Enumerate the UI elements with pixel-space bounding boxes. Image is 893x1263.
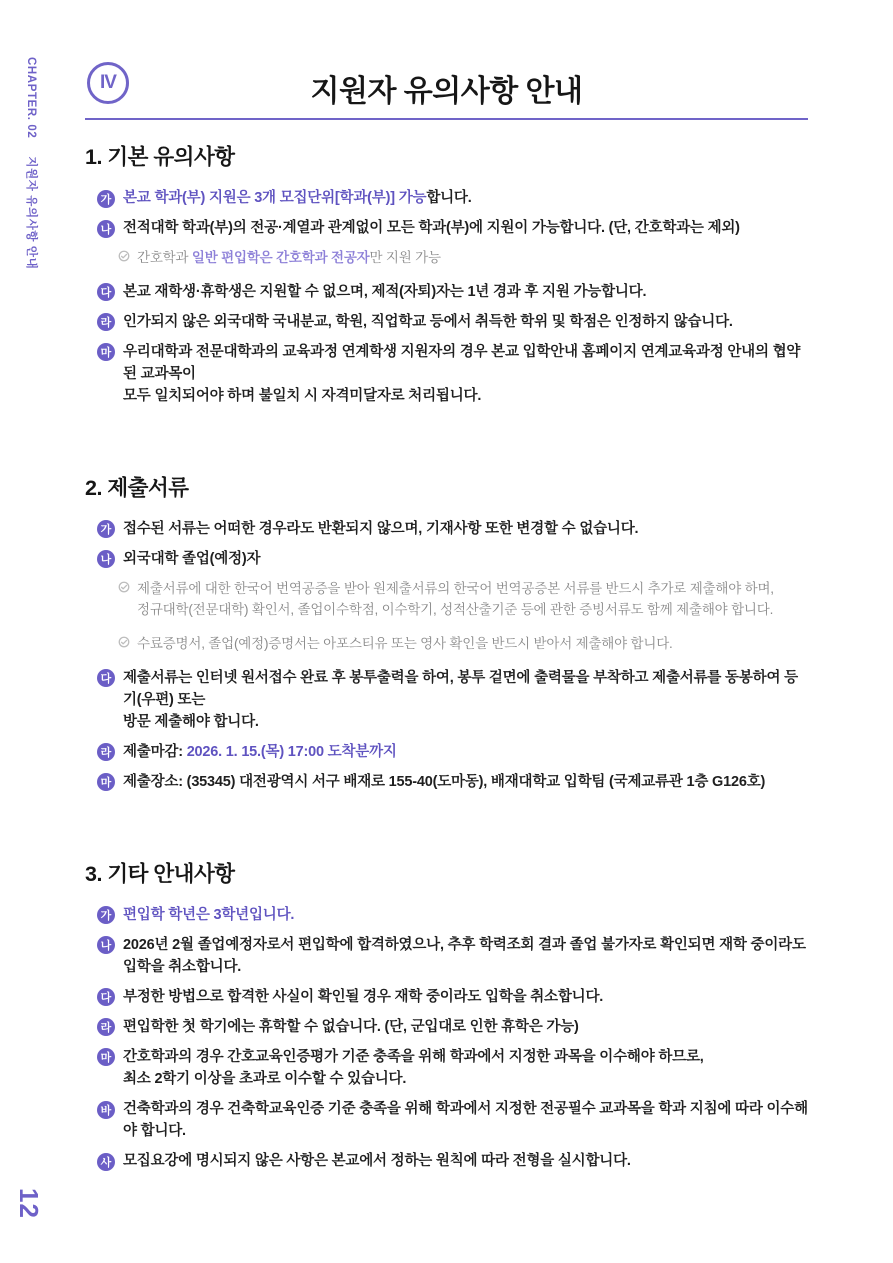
text-segment: 일반 편입학은 간호학과 전공자 xyxy=(191,250,370,266)
item-badge: 가 xyxy=(97,520,115,538)
note-item xyxy=(118,633,808,655)
text-segment: 건축학과의 경우 건축학교육인증 기준 충족을 위해 학과에서 지정한 전공필수 교과목을 학과 지침에 따라 이수해야 합니다. xyxy=(123,1101,808,1140)
text-segment: 방문 제출해야 합니다. xyxy=(123,713,259,730)
note-item xyxy=(118,247,808,269)
item-badge: 라 xyxy=(97,743,115,761)
item-text xyxy=(123,281,646,303)
item-badge: 나 xyxy=(97,220,115,238)
text-line xyxy=(123,1068,704,1090)
text-line xyxy=(123,1150,631,1172)
text-line xyxy=(123,1098,808,1142)
item-badge: 다 xyxy=(97,669,115,687)
text-segment: 전적대학 학과(부)의 전공·계열과 관계없이 모든 학과(부)에 지원이 가능합니다. (단, 간호학과는 제외) xyxy=(123,220,740,237)
notice-item xyxy=(97,311,808,333)
text-line xyxy=(123,518,638,540)
item-text xyxy=(123,311,733,333)
section-3 xyxy=(85,857,808,1172)
text-segment: 모집요강에 명시되지 않은 사항은 본교에서 정하는 원칙에 따라 전형을 실시합니다. xyxy=(123,1153,631,1170)
item-badge: 마 xyxy=(97,343,115,361)
text-segment: 제출장소: (35345) 대전광역시 서구 배재로 155-40(도마동), 배재대학교 입학팀 (국제교류관 1층 G126호) xyxy=(123,773,766,790)
item-text xyxy=(123,741,397,763)
note-text xyxy=(137,578,774,621)
text-segment: 편입학 학년은 3학년입니다. xyxy=(123,906,295,923)
text-segment: 편입학한 첫 학기에는 휴학할 수 없습니다. (단, 군입대로 인한 휴학은 가능) xyxy=(123,1018,579,1035)
text-segment: 우리대학과 전문대학과의 교육과정 연계학생 지원자의 경우 본교 입학안내 홈페이지 연계교육과정 안내의 협약된 교과목이 xyxy=(123,343,801,382)
text-line xyxy=(123,667,808,711)
text-segment: 부정한 방법으로 합격한 사실이 확인될 경우 재학 중이라도 입학을 취소합니다. xyxy=(123,988,604,1005)
page-title: 지원자 유의사항 안내 xyxy=(310,75,583,108)
text-line xyxy=(123,281,646,303)
note-text xyxy=(137,633,673,655)
text-segment: 수료증명서, 졸업(예정)증명서는 아포스티유 또는 영사 확인을 반드시 받아서 제출해야 합니다. xyxy=(137,636,673,652)
notice-item xyxy=(97,904,808,926)
item-badge: 라 xyxy=(97,1018,115,1036)
text-segment: 간호학과의 경우 간호교육인증평가 기준 충족을 위해 학과에서 지정한 과목을 이수해야 하므로, xyxy=(123,1048,704,1065)
text-segment: 접수된 서류는 어떠한 경우라도 반환되지 않으며, 기재사항 또한 변경할 수 없습니다. xyxy=(123,520,639,537)
text-line xyxy=(123,934,808,978)
section-heading: 1. 기본 유의사항 xyxy=(85,145,235,169)
item-badge: 다 xyxy=(97,283,115,301)
note-item xyxy=(118,578,808,621)
notice-item xyxy=(97,934,808,978)
text-line xyxy=(123,341,808,385)
text-line xyxy=(137,633,673,655)
item-text xyxy=(123,771,765,793)
notice-item xyxy=(97,1046,808,1090)
section-items xyxy=(97,518,808,793)
item-text xyxy=(123,1098,808,1142)
item-text xyxy=(123,934,808,978)
text-segment: 제출서류에 대한 한국어 번역공증을 받아 원제출서류의 한국어 번역공증본 서류를 반드시 추가로 제출해야 하며, xyxy=(137,580,774,596)
item-text xyxy=(123,217,740,239)
text-line xyxy=(123,311,733,333)
text-segment: 정규대학(전문대학) 확인서, 졸업이수학점, 이수학기, 성적산출기준 등에 관한 증빙서류도 함께 제출해야 합니다. xyxy=(137,602,774,618)
item-text xyxy=(123,986,603,1008)
text-segment: 합니다. xyxy=(426,190,472,206)
notice-item xyxy=(97,1016,808,1038)
notice-item xyxy=(97,187,808,209)
text-line xyxy=(123,187,472,209)
text-line xyxy=(123,986,603,1008)
text-segment: 외국대학 졸업(예정)자 xyxy=(123,550,261,567)
notice-item xyxy=(97,217,808,239)
section-heading: 2. 제출서류 xyxy=(85,475,189,500)
section-items xyxy=(97,187,808,407)
text-line xyxy=(123,217,740,239)
text-line xyxy=(123,711,808,733)
notice-item xyxy=(97,771,808,793)
text-segment: 만 지원 가능 xyxy=(369,250,441,266)
text-line xyxy=(123,771,765,793)
text-segment: 본교 학과(부) 지원은 3개 모집단위[학과(부)] 가능 xyxy=(123,190,427,206)
note-text xyxy=(137,247,441,269)
text-segment: 본교 재학생·휴학생은 지원할 수 없으며, 제적(자퇴)자는 1년 경과 후 지원 가능합니다. xyxy=(123,283,647,300)
text-line xyxy=(123,1046,704,1068)
page-header xyxy=(85,0,808,120)
text-line xyxy=(123,548,260,570)
text-line xyxy=(137,247,441,269)
item-badge: 라 xyxy=(97,313,115,331)
chapter-title: 지원자 유의사항 안내 xyxy=(25,156,37,270)
notice-item xyxy=(97,741,808,763)
item-text xyxy=(123,904,294,926)
sidebar-chapter-strip xyxy=(24,57,40,269)
item-badge: 사 xyxy=(97,1153,115,1171)
notice-item xyxy=(97,281,808,303)
notice-item xyxy=(97,548,808,570)
text-line xyxy=(123,741,397,763)
check-icon xyxy=(118,636,130,648)
item-text xyxy=(123,518,638,540)
notice-item xyxy=(97,341,808,407)
item-badge: 다 xyxy=(97,988,115,1006)
text-segment: 모두 일치되어야 하며 불일치 시 자격미달자로 처리됩니다. xyxy=(123,387,482,404)
item-text xyxy=(123,187,472,209)
notice-item xyxy=(97,667,808,733)
chapter-label: CHAPTER. 02 xyxy=(25,57,37,139)
text-segment: 2026. 1. 15.(목) 17:00 도착분까지 xyxy=(186,743,397,760)
text-line xyxy=(123,904,294,926)
item-text xyxy=(123,1150,631,1172)
item-badge: 나 xyxy=(97,550,115,568)
item-text xyxy=(123,341,808,407)
item-text xyxy=(123,667,808,733)
notice-item xyxy=(97,518,808,540)
item-badge: 나 xyxy=(97,936,115,954)
notice-item xyxy=(97,1150,808,1172)
text-line xyxy=(123,1016,579,1038)
text-segment: 2026년 2월 졸업예정자로서 편입학에 합격하였으나, 추후 학력조회 결과 졸업 불가자로 확인되면 재학 중이라도 입학을 취소합니다. xyxy=(123,936,806,975)
item-badge: 가 xyxy=(97,906,115,924)
item-badge: 바 xyxy=(97,1101,115,1119)
notice-item xyxy=(97,986,808,1008)
chapter-numeral-icon: IV xyxy=(87,62,129,104)
item-badge: 마 xyxy=(97,773,115,791)
text-line xyxy=(123,385,808,407)
check-icon xyxy=(118,581,130,593)
section-2 xyxy=(85,471,808,793)
item-text xyxy=(123,1046,704,1090)
section-items xyxy=(97,904,808,1172)
section-1 xyxy=(85,140,808,407)
content-column xyxy=(85,0,808,1180)
item-badge: 가 xyxy=(97,190,115,208)
item-badge: 마 xyxy=(97,1048,115,1066)
sections-container xyxy=(85,140,808,1172)
text-segment: 인가되지 않은 외국대학 국내분교, 학원, 직업학교 등에서 취득한 학위 및 학점은 인정하지 않습니다. xyxy=(123,313,733,330)
text-segment: 제출서류는 인터넷 원서접수 완료 후 봉투출력을 하여, 봉투 겉면에 출력물을 부착하고 제출서류를 동봉하여 등기(우편) 또는 xyxy=(123,669,798,708)
item-text xyxy=(123,1016,579,1038)
check-icon xyxy=(118,250,130,262)
text-line xyxy=(137,599,774,621)
page-number: 12 xyxy=(14,1188,44,1219)
item-text xyxy=(123,548,260,570)
text-segment: 제출마감: xyxy=(123,743,187,760)
section-heading: 3. 기타 안내사항 xyxy=(85,861,235,886)
text-segment: 간호학과 xyxy=(137,250,192,266)
text-line xyxy=(137,578,774,600)
notice-item xyxy=(97,1098,808,1142)
text-segment: 최소 2학기 이상을 초과로 이수할 수 있습니다. xyxy=(123,1071,407,1087)
